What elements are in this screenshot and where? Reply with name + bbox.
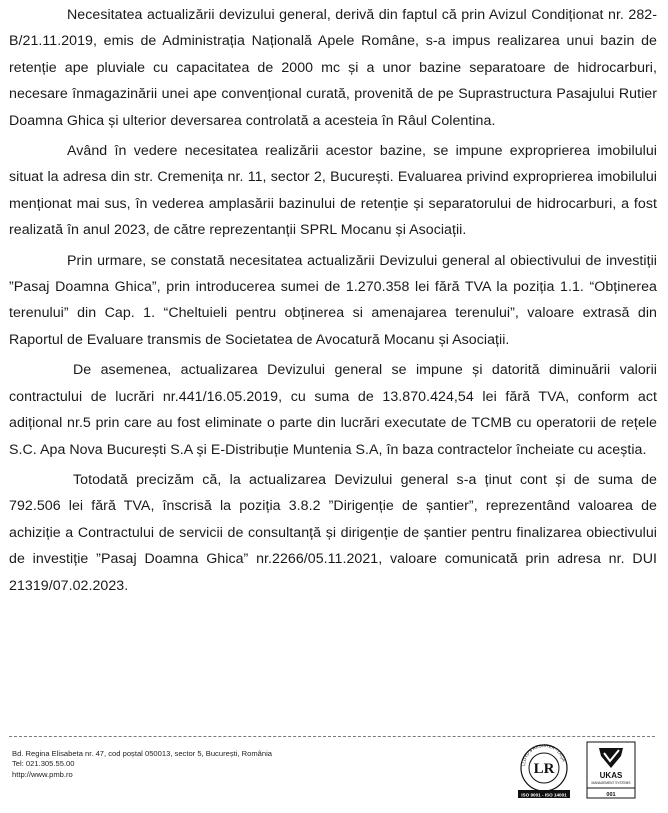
lloyds-ring-text: LLOYD'S REGISTER - LRQA — [520, 742, 567, 767]
ukas-number: 001 — [606, 792, 616, 798]
paragraph-5: Totodată precizăm că, la actualizarea Devizului general s-a ținut cont și de suma de 792.506 lei fără TVA, înscrisă la poziția 3.8.2 ”Dirigenție de șantier”, reprezentând valoarea de achiziție a Contractului de servicii de consultanță și dirigenție de șantier pentru finalizarea obiectivului de investiție ”Pasaj Doamna Ghica” nr.2266/05.11.2021, valoare comunicată prin adresa nr. DUI 21319/07.02.2023. — [9, 471, 657, 594]
lloyds-register-seal — [518, 743, 570, 798]
page-footer — [12, 749, 432, 780]
iso-label: ISO 9001 - ISO 14001 — [521, 792, 567, 798]
footer-website-link[interactable]: http://www.pmb.ro — [12, 769, 73, 779]
document-body — [9, 2, 657, 599]
certification-logos — [513, 738, 653, 800]
lloyds-letters: LR — [533, 761, 555, 777]
paragraph-2: Având în vedere necesitatea realizării acestor bazine, se impune exproprierea imobilului situat la adresa din str. Cremenița nr. 11, sector 2, București. Evaluarea privind exproprierea imobilului menționat mai sus, în vederea amplasării bazinului de retenție și separatorului de hidrocarburi, a fost realizată în anul 2023, de către reprezentanții SPRL Mocanu și Asociații. — [9, 143, 657, 239]
footer-address: Bd. Regina Elisabeta nr. 47, cod poștal 050013, sector 5, București, România — [12, 749, 273, 758]
paragraph-3: Prin urmare, se constată necesitatea actualizării Devizului general al obiectivului de investiții ”Pasaj Doamna Ghica”, prin introducerea sumei de 1.270.358 lei fără TVA la poziția 1.1. “Obținerea terenului” din Cap. 1. “Cheltuieli pentru obținerea si amenajarea terenului”, valoare extrasă din Raportul de Evaluare transmis de Societatea de Avocatură Mocanu și Asociații. — [9, 252, 657, 348]
paragraph-1: Necesitatea actualizării devizului general, derivă din faptul că prin Avizul Condiționat nr. 282-B/21.11.2019, emis de Administrația Națională Apele Române, s-a impus realizarea unui bazin de retenție ape pluviale cu capacitatea de 2000 mc și a unor bazine separatoare de hidrocarburi, necesare înmagazinării unei ape convențional curată, provenită de pe Suprastructura Pasajului Rutier Doamna Ghica și ulterior deversarea controlată a acesteia în Râul Colentina. — [9, 7, 657, 129]
ukas-sub: MANAGEMENT SYSTEMS — [591, 781, 631, 785]
paragraph-4: De asemenea, actualizarea Devizului general se impune și datorită diminuării valorii contractului de lucrări nr.441/16.05.2019, cu suma de 13.870.424,54 lei fără TVA, conform act adițional nr.5 prin care au fost eliminate o parte din lucrări executate de TCMB cu operatorii de rețele S.C. Apa Nova București S.A și E-Distribuție Muntenia S.A, în baza contractelor încheiate cu aceștia. — [9, 362, 657, 458]
footer-divider — [9, 736, 655, 737]
footer-phone: Tel: 021.305.55.00 — [12, 759, 75, 769]
ukas-label: UKAS — [599, 771, 623, 780]
ukas-mark — [587, 742, 635, 798]
